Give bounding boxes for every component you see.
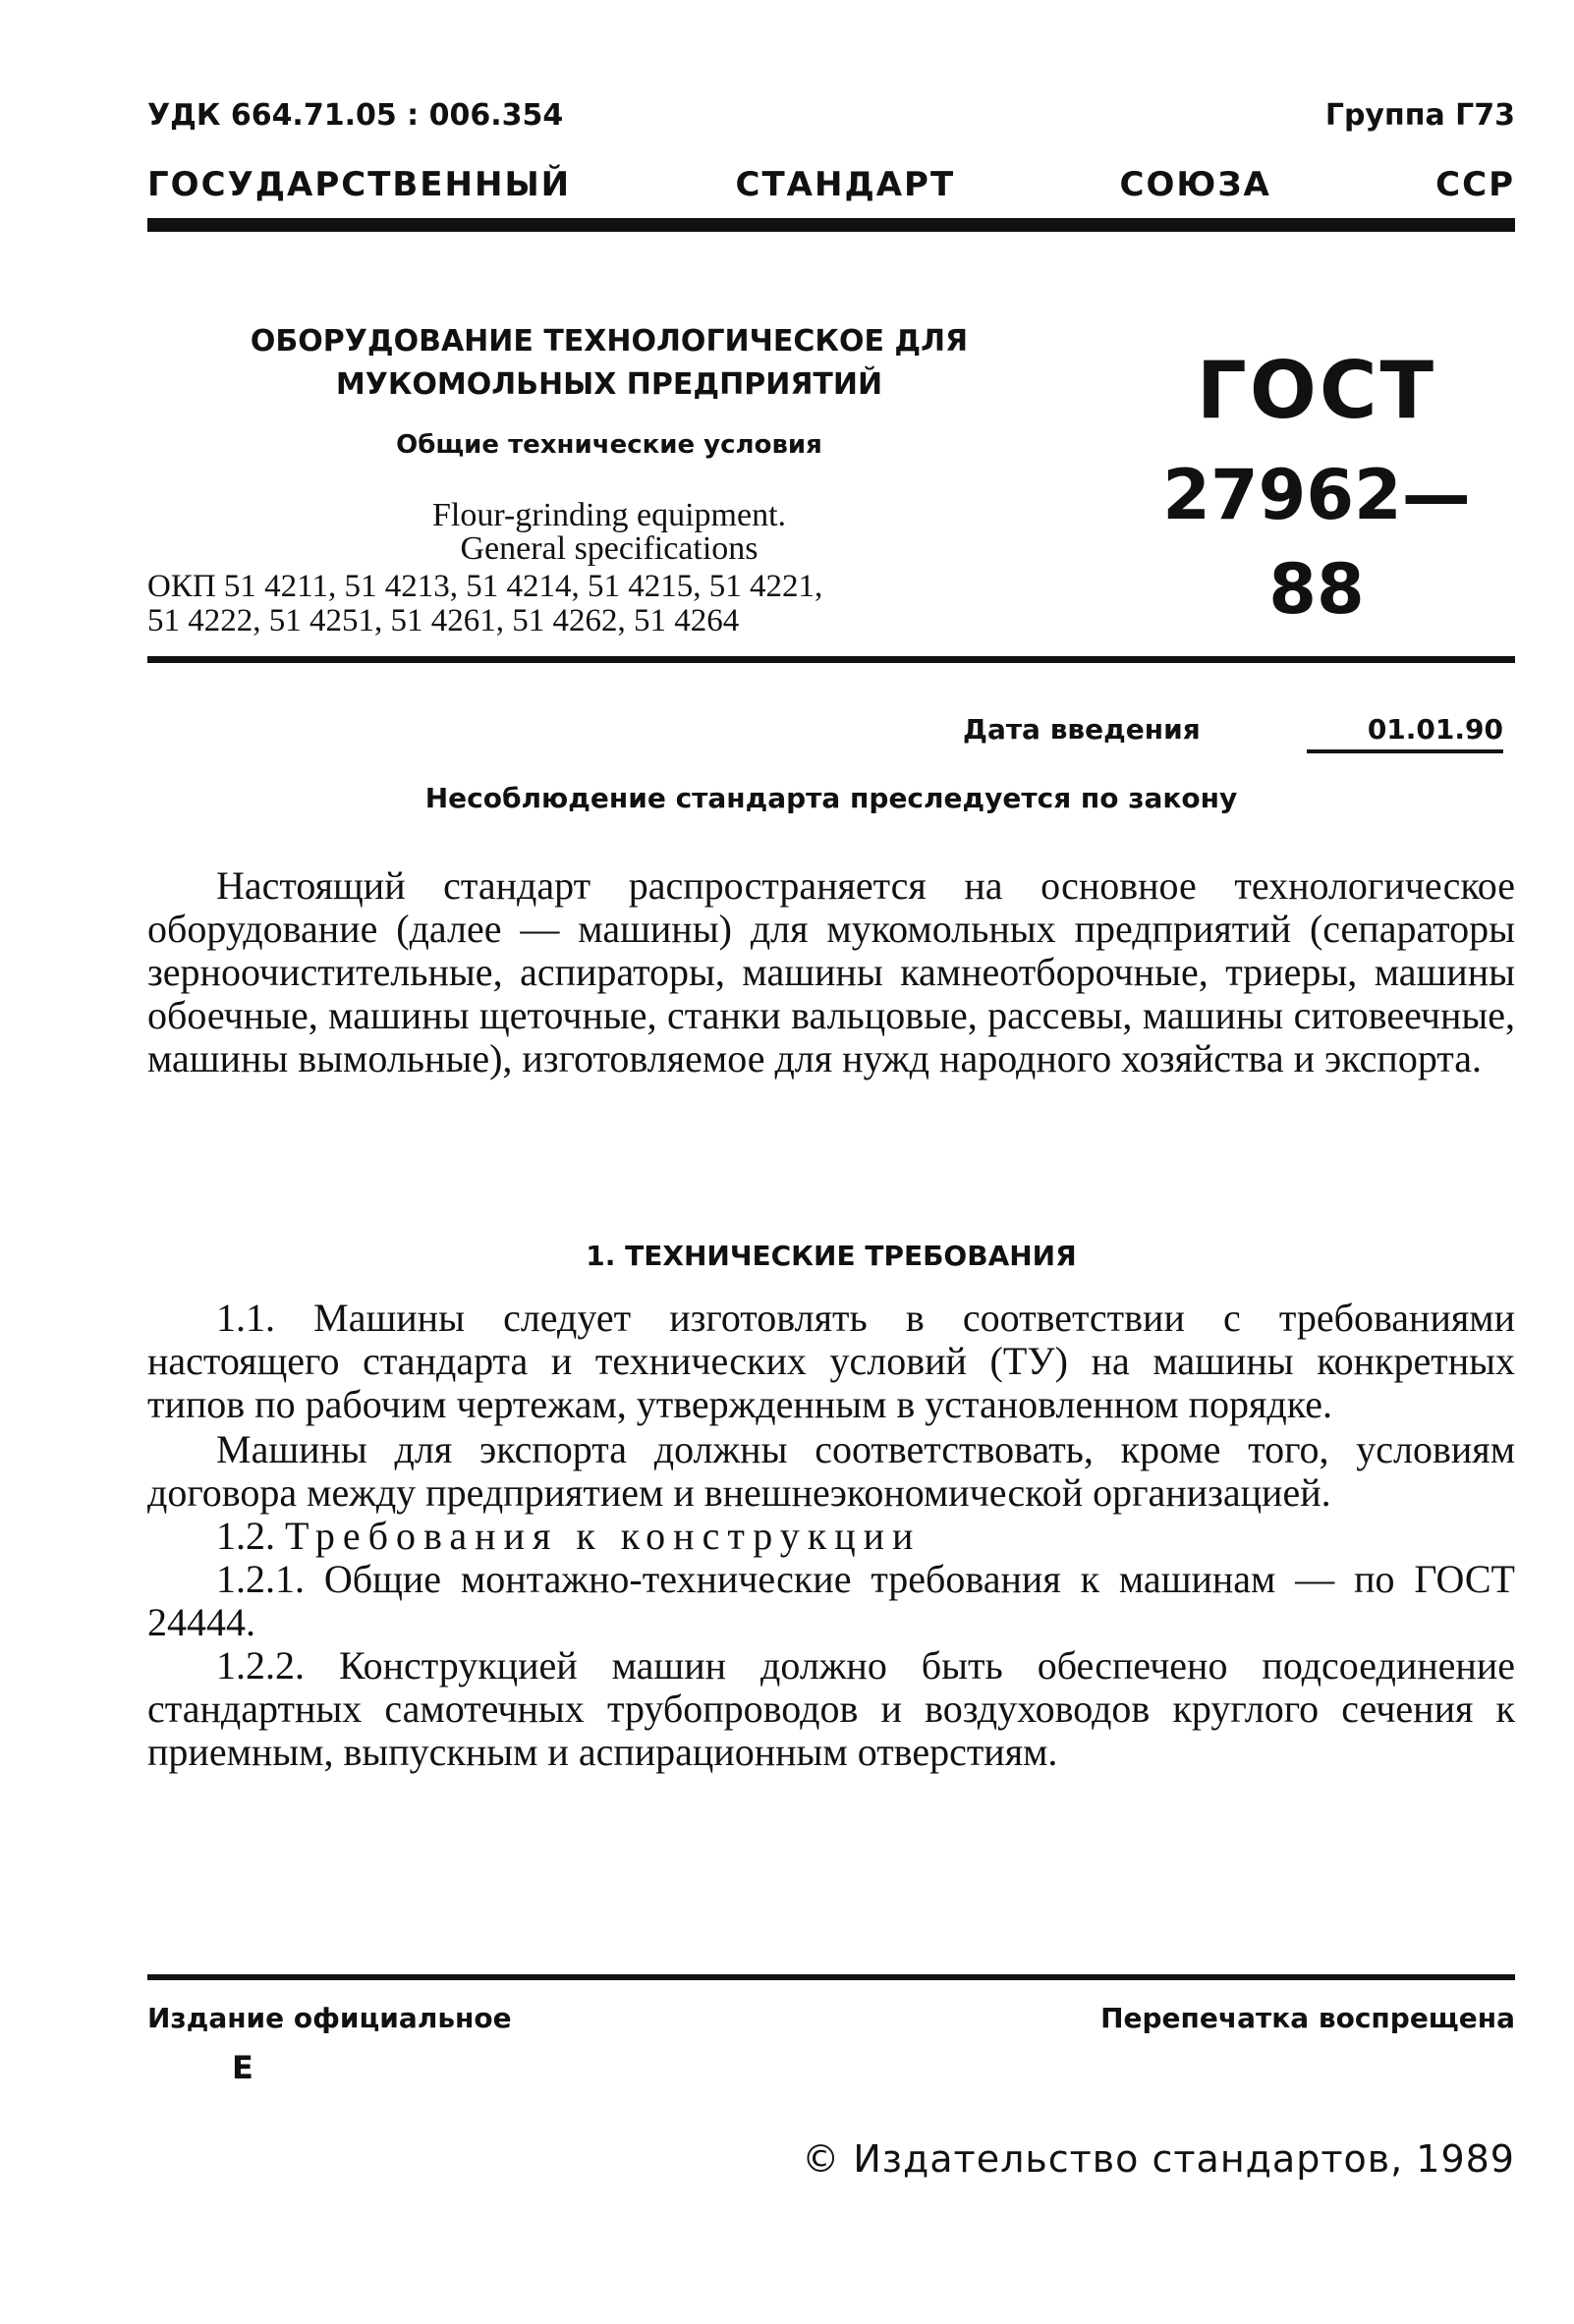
clause-1-2-1: 1.2.1. Общие монтажно-технические требования к машинам — по ГОСТ 24444.: [147, 1557, 1515, 1644]
english-title-line: General specifications: [460, 530, 759, 567]
udk-code: УДК 664.71.05 : 006.354: [147, 98, 564, 133]
reprint-note: Перепечатка воспрещена: [1100, 2002, 1515, 2034]
official-edition-note: Издание официальное: [147, 2002, 512, 2034]
gost-designation: [1130, 344, 1503, 636]
footer-divider: [147, 1974, 1515, 1980]
clause-export: Машины для экспорта должны соответствовать, кроме того, условиям договора между предприятием и внешнеэкономической организацией.: [147, 1427, 1515, 1515]
clause-1-2: [147, 1515, 1515, 1558]
gost-label: ГОСТ: [1196, 345, 1437, 436]
legal-note: Несоблюдение стандарта преследуется по закону: [424, 782, 1238, 814]
document-title-line: МУКОМОЛЬНЫХ ПРЕДПРИЯТИЙ: [335, 367, 883, 402]
document-title-line: ОБОРУДОВАНИЕ ТЕХНОЛОГИЧЕСКОЕ ДЛЯ: [250, 324, 969, 359]
clause-1-1: 1.1. Машины следует изготовлять в соответствии с требованиями настоящего стандарта и технических условий (ТУ) на машины конкретных типов по рабочим чертежам, утвержденным в установленном порядке.: [147, 1296, 1515, 1426]
okp-codes: [147, 570, 1012, 638]
okp-line: 51 4222, 51 4251, 51 4261, 51 4262, 51 4264: [147, 603, 740, 638]
document-subtitle: Общие технические условия: [396, 430, 822, 460]
title-divider: [147, 656, 1515, 663]
group-code: Группа Г73: [1324, 98, 1515, 133]
intro-paragraph: Настоящий стандарт распространяется на основное технологическое оборудование (далее — машины) для мукомольных предприятий (сепараторы зерноочистительные, аспираторы, машины камнеотборочные, триеры, машины обоечные, машины щеточные, станки вальцовые, рассевы, машины ситовеечные, машины вымольные), изготовляемое для нужд народного хозяйства и экспорта.: [147, 863, 1515, 1080]
clause-1-2-heading: Требования к конструкции: [285, 1514, 922, 1558]
english-title: [236, 499, 983, 566]
edition-mark: E: [232, 2049, 253, 2086]
series-title-word: ГОСУДАРСТВЕННЫЙ: [147, 165, 572, 204]
clause-1-2-2: 1.2.2. Конструкцией машин должно быть обеспечено подсоединение стандартных самотечных трубопроводов и воздуховодов круглого сечения к приемным, выпускным и аспирационным отверстиям.: [147, 1643, 1515, 1774]
english-title-line: Flour-grinding equipment.: [431, 497, 787, 533]
series-title-word: ССР: [1435, 165, 1515, 204]
section-body: [147, 1297, 1515, 1774]
effective-date-value: 01.01.90: [1307, 713, 1503, 753]
document-title: [236, 320, 983, 407]
copyright-line: © Издательство стандартов, 1989: [802, 2137, 1515, 2181]
clause-1-2-number: 1.2.: [216, 1514, 275, 1558]
series-title: [147, 165, 1515, 204]
top-divider: [147, 218, 1515, 232]
title-block: [236, 320, 983, 566]
intro-section: [147, 864, 1515, 1080]
gost-number: 27962—88: [1162, 455, 1471, 630]
section-heading: 1. ТЕХНИЧЕСКИЕ ТРЕБОВАНИЯ: [586, 1240, 1077, 1272]
effective-date-label: Дата введения: [963, 713, 1201, 746]
series-title-word: СТАНДАРТ: [735, 165, 956, 204]
okp-line: ОКП 51 4211, 51 4213, 51 4214, 51 4215, 51 4221,: [147, 569, 823, 604]
series-title-word: СОЮЗА: [1119, 165, 1271, 204]
